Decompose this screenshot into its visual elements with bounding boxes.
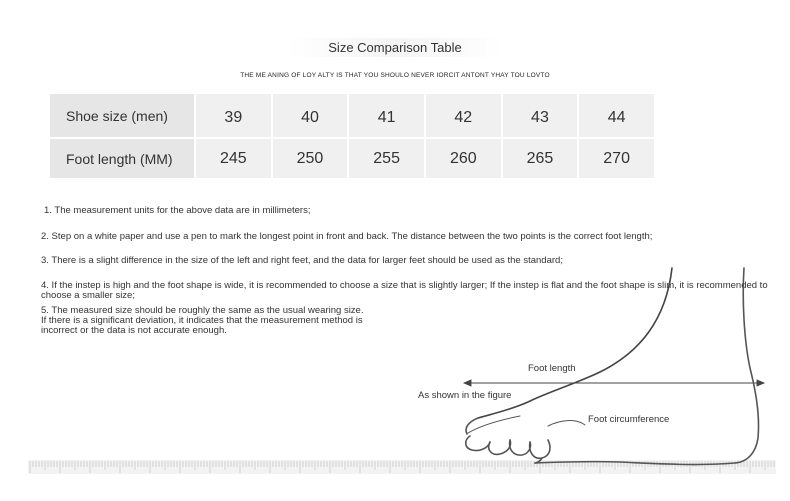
foot-length-cell: 245 <box>195 138 272 179</box>
note-item: 4. If the instep is high and the foot shape is wide, it is recommended to choose a size that is slightly larger; If the instep is flat and the foot shape is slim, it is recommended to choose a smaller size; <box>41 280 768 301</box>
note-item: 1. The measurement units for the above data are in millimeters; <box>44 205 311 216</box>
note-item: 3. There is a slight difference in the size of the left and right feet, and the data for larger feet should be used as the standard; <box>41 255 563 266</box>
ruler <box>28 460 776 474</box>
foot-outline <box>466 268 759 465</box>
shoe-size-cell: 39 <box>195 93 272 138</box>
title-text: Size Comparison Table <box>288 38 501 57</box>
shoe-size-cell: 44 <box>578 93 655 138</box>
shoe-size-cell: 40 <box>272 93 349 138</box>
foot-length-cell: 250 <box>272 138 349 179</box>
foot-length-cell: 260 <box>425 138 502 179</box>
shoe-size-header: Shoe size (men) <box>49 93 195 138</box>
tagline: THE ME ANING OF LOY ALTY IS THAT YOU SHOULO NEVER IORCIT ANTONT YHAY TOU LOVTO <box>240 72 550 79</box>
foot-length-arrow <box>464 380 764 386</box>
shown-in-figure-label: As shown in the figure <box>418 390 512 401</box>
foot-length-header: Foot length (MM) <box>49 138 195 179</box>
shoe-size-cell: 43 <box>502 93 579 138</box>
shoe-size-cell: 41 <box>348 93 425 138</box>
note-item: 2. Step on a white paper and use a pen to mark the longest point in front and back. The distance between the two points is the correct foot length; <box>41 231 653 242</box>
foot-length-cell: 265 <box>502 138 579 179</box>
shoe-size-cell: 42 <box>425 93 502 138</box>
foot-circumference-label: Foot circumference <box>588 414 670 425</box>
foot-length-cell: 255 <box>348 138 425 179</box>
foot-length-label: Foot length <box>528 363 576 374</box>
note-item: 5. The measured size should be roughly the same as the usual wearing size. If there is a significant deviation, it indicates that the measurement method is incorrect or the data is not accurate enough. <box>41 305 364 336</box>
foot-length-cell: 270 <box>578 138 655 179</box>
